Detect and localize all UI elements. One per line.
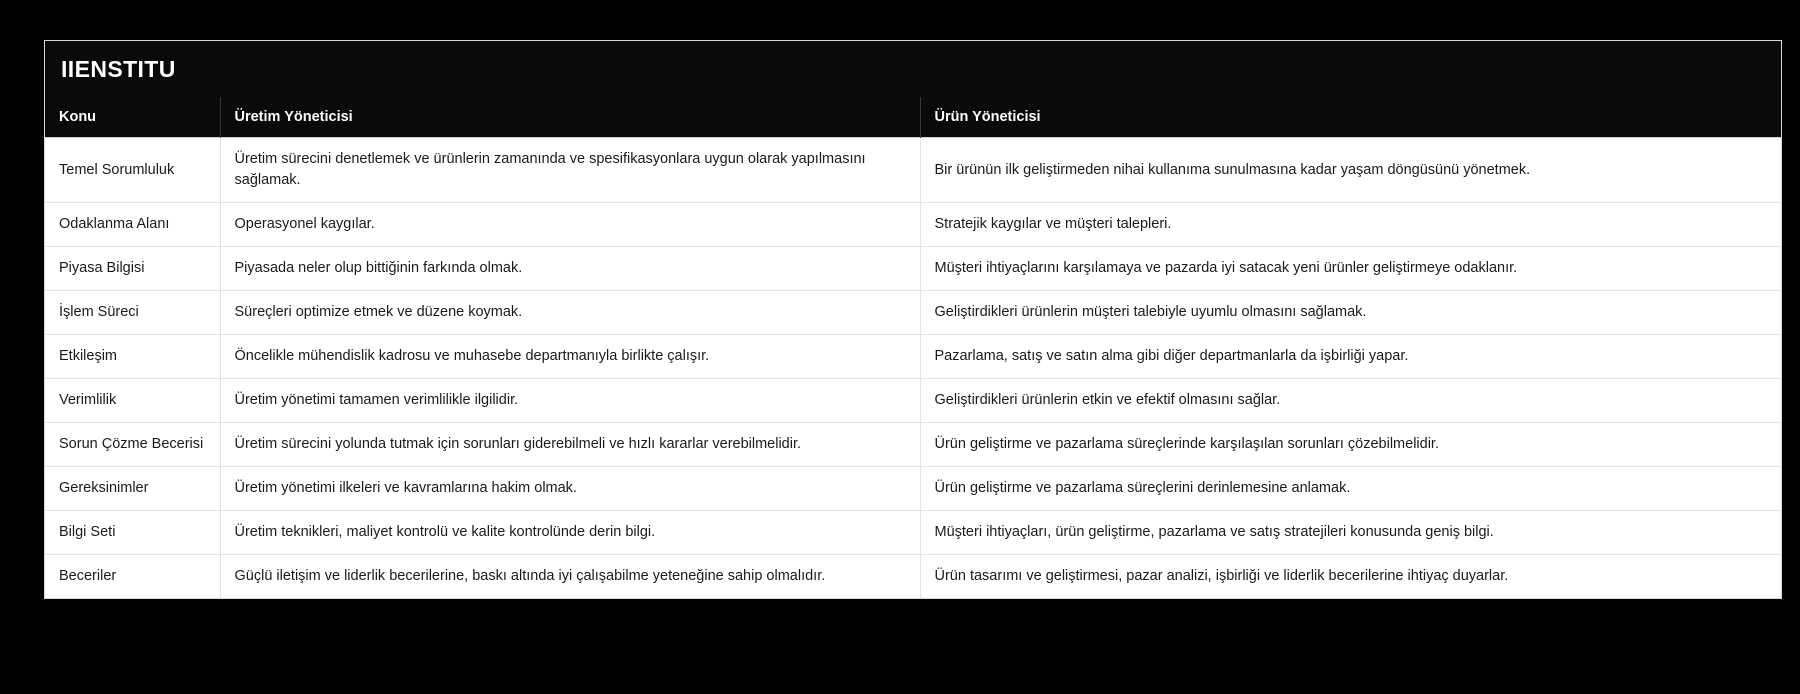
table-head [45,97,1781,138]
column-header-topic: Konu [45,97,220,138]
cell-production-manager: Üretim yönetimi tamamen verimlilikle ilgilidir. [220,379,920,423]
table-row [45,379,1781,423]
cell-production-manager: Operasyonel kaygılar. [220,203,920,247]
column-header-product-manager: Ürün Yöneticisi [920,97,1781,138]
cell-production-manager: Piyasada neler olup bittiğinin farkında olmak. [220,247,920,291]
cell-topic: Gereksinimler [45,467,220,511]
cell-production-manager: Öncelikle mühendislik kadrosu ve muhasebe departmanıyla birlikte çalışır. [220,335,920,379]
table-row [45,291,1781,335]
table-row [45,247,1781,291]
comparison-table-card [44,40,1782,599]
table-body [45,138,1781,599]
comparison-table [45,97,1781,598]
table-row [45,467,1781,511]
cell-topic: Temel Sorumluluk [45,138,220,203]
table-row [45,423,1781,467]
column-header-production-manager: Üretim Yöneticisi [220,97,920,138]
cell-topic: Etkileşim [45,335,220,379]
cell-product-manager: Ürün tasarımı ve geliştirmesi, pazar analizi, işbirliği ve liderlik becerilerine ihtiyaç duyarlar. [920,555,1781,599]
cell-product-manager: Stratejik kaygılar ve müşteri talepleri. [920,203,1781,247]
table-header-row [45,97,1781,138]
cell-production-manager: Üretim teknikleri, maliyet kontrolü ve kalite kontrolünde derin bilgi. [220,511,920,555]
cell-topic: Odaklanma Alanı [45,203,220,247]
cell-topic: Sorun Çözme Becerisi [45,423,220,467]
cell-product-manager: Geliştirdikleri ürünlerin müşteri talebiyle uyumlu olmasını sağlamak. [920,291,1781,335]
cell-topic: Verimlilik [45,379,220,423]
cell-production-manager: Üretim sürecini yolunda tutmak için sorunları giderebilmeli ve hızlı kararlar verebilmelidir. [220,423,920,467]
cell-product-manager: Müşteri ihtiyaçları, ürün geliştirme, pazarlama ve satış stratejileri konusunda geniş bilgi. [920,511,1781,555]
cell-production-manager: Süreçleri optimize etmek ve düzene koymak. [220,291,920,335]
cell-product-manager: Ürün geliştirme ve pazarlama süreçlerinde karşılaşılan sorunları çözebilmelidir. [920,423,1781,467]
cell-topic: Bilgi Seti [45,511,220,555]
cell-product-manager: Müşteri ihtiyaçlarını karşılamaya ve pazarda iyi satacak yeni ürünler geliştirmeye odaklanır. [920,247,1781,291]
cell-production-manager: Güçlü iletişim ve liderlik becerilerine, baskı altında iyi çalışabilme yeteneğine sahip olmalıdır. [220,555,920,599]
table-row [45,138,1781,203]
table-row [45,555,1781,599]
cell-product-manager: Bir ürünün ilk geliştirmeden nihai kullanıma sunulmasına kadar yaşam döngüsünü yönetmek. [920,138,1781,203]
brand-header [45,41,1781,97]
cell-topic: Beceriler [45,555,220,599]
cell-topic: Piyasa Bilgisi [45,247,220,291]
brand-logo: IIENSTITU [61,55,176,82]
cell-product-manager: Pazarlama, satış ve satın alma gibi diğer departmanlarla da işbirliği yapar. [920,335,1781,379]
cell-production-manager: Üretim sürecini denetlemek ve ürünlerin zamanında ve spesifikasyonlara uygun olarak yapılmasını sağlamak. [220,138,920,203]
cell-product-manager: Geliştirdikleri ürünlerin etkin ve efektif olmasını sağlar. [920,379,1781,423]
cell-product-manager: Ürün geliştirme ve pazarlama süreçlerini derinlemesine anlamak. [920,467,1781,511]
table-row [45,335,1781,379]
cell-topic: İşlem Süreci [45,291,220,335]
table-row [45,203,1781,247]
table-row [45,511,1781,555]
cell-production-manager: Üretim yönetimi ilkeleri ve kavramlarına hakim olmak. [220,467,920,511]
